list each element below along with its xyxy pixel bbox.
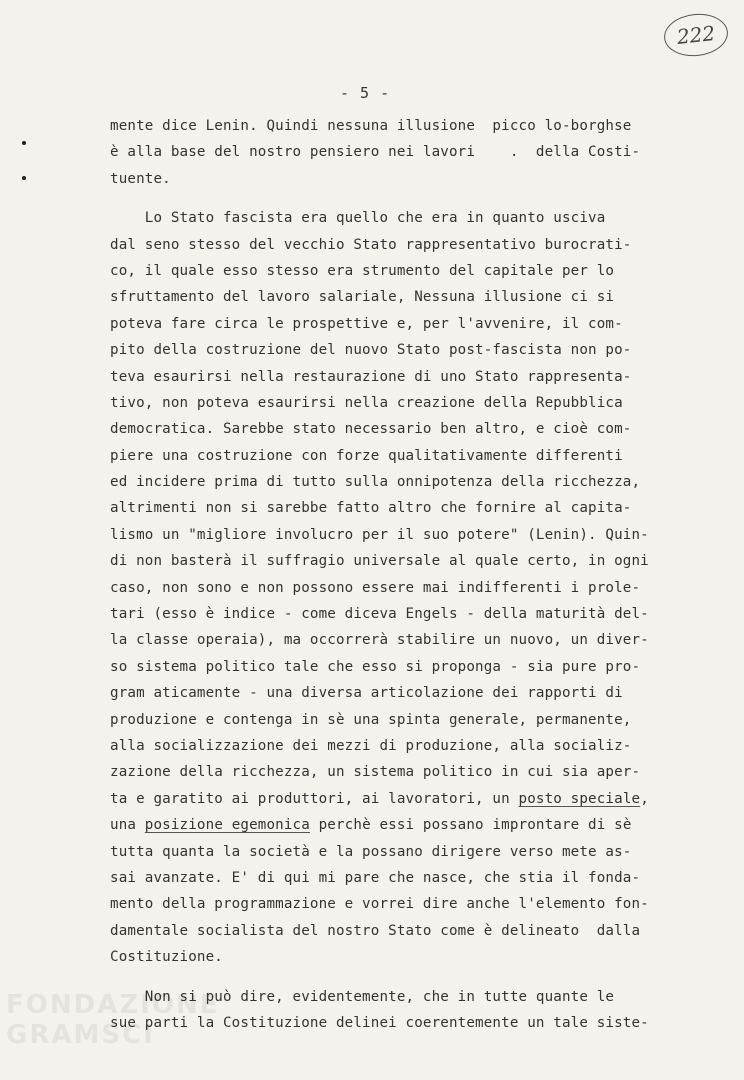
- text-line: mento della programmazione e vorrei dire anche l'elemento fon-: [110, 896, 649, 913]
- text-line: [110, 786, 680, 812]
- watermark: [6, 990, 219, 1050]
- watermark-line: GRAMSCI: [6, 1020, 155, 1050]
- text-line: tari (esso è indice - come diceva Engels - della maturità del-: [110, 606, 649, 623]
- text-line: alla socializzazione dei mezzi di produzione, alla socializ-: [110, 737, 632, 754]
- text-line: la classe operaia), ma occorrerà stabilire un nuovo, un diver-: [110, 632, 649, 649]
- text-line: co, il quale esso stesso era strumento del capitale per lo: [110, 262, 615, 279]
- text-line: mente dice Lenin. Quindi nessuna illusione picco lo-borghse: [110, 118, 632, 134]
- body-text: [110, 113, 680, 1036]
- text-segment: ,: [640, 790, 649, 807]
- text-line: poteva fare circa le prospettive e, per l'avvenire, il com-: [110, 315, 623, 332]
- punch-hole-mark: [22, 141, 26, 145]
- text-line: di non basterà il suffragio universale al quale certo, in ogni: [110, 553, 649, 570]
- text-line: sai avanzate. E' di qui mi pare che nasce, che stia il fonda-: [110, 869, 641, 886]
- text-line: dal seno stesso del vecchio Stato rappresentativo burocrati-: [110, 236, 632, 253]
- watermark-line: FONDAZIONE: [6, 990, 220, 1020]
- text-line: gram aticamente - una diversa articolazione dei rapporti di: [110, 685, 623, 702]
- text-line: sue parti la Costituzione delinei coerentemente un tale siste-: [110, 1014, 649, 1031]
- text-line: [110, 812, 680, 838]
- text-line: damentale socialista del nostro Stato come è delineato dalla: [110, 922, 641, 939]
- underlined-phrase: posizione egemonica: [144, 817, 310, 834]
- text-line: tutta quanta la società e la possano dirigere verso mete as-: [110, 843, 632, 860]
- text-segment: perchè essi possano improntare di sè: [309, 817, 632, 834]
- text-line: produzione e contenga in sè una spinta generale, permanente,: [110, 711, 632, 728]
- text-line: lismo un "migliore involucro per il suo potere" (Lenin). Quin-: [110, 526, 649, 543]
- page-number: - 5 -: [340, 84, 391, 102]
- text-line: caso, non sono e non possono essere mai indifferenti i prole-: [110, 579, 641, 596]
- underlined-phrase: posto speciale: [518, 790, 641, 807]
- archive-number-stamp: [662, 11, 730, 59]
- punch-hole-mark: [22, 176, 26, 180]
- text-line: Costituzione.: [110, 949, 223, 966]
- text-line: piere una costruzione con forze qualitativamente differenti: [110, 447, 623, 464]
- text-line: altrimenti non si sarebbe fatto altro che fornire al capita-: [110, 500, 632, 517]
- text-line: ed incidere prima di tutto sulla onnipotenza della ricchezza,: [110, 474, 641, 491]
- text-line: so sistema politico tale che esso si proponga - sia pure pro-: [110, 658, 641, 675]
- text-line: sfruttamento del lavoro salariale, Nessuna illusione ci si: [110, 289, 615, 306]
- text-line: teva esaurirsi nella restaurazione di uno Stato rappresenta-: [110, 368, 632, 385]
- text-line: Lo Stato fascista era quello che era in quanto usciva: [110, 210, 606, 227]
- text-line: è alla base del nostro pensiero nei lavori . della Costi-: [110, 144, 641, 161]
- text-segment: ta e garatito ai produttori, ai lavoratori, un: [110, 790, 519, 807]
- text-segment: una: [110, 817, 145, 834]
- archive-number: 222: [675, 21, 717, 49]
- text-line: pito della costruzione del nuovo Stato post-fascista non po-: [110, 342, 632, 359]
- text-line: zazione della ricchezza, un sistema politico in cui sia aper-: [110, 764, 641, 781]
- text-line: tuente.: [110, 170, 171, 187]
- text-line: tivo, non poteva esaurirsi nella creazione della Repubblica: [110, 394, 623, 411]
- text-line: Non si può dire, evidentemente, che in tutte quante le: [110, 988, 615, 1005]
- text-line: democratica. Sarebbe stato necessario ben altro, e cioè com-: [110, 421, 632, 438]
